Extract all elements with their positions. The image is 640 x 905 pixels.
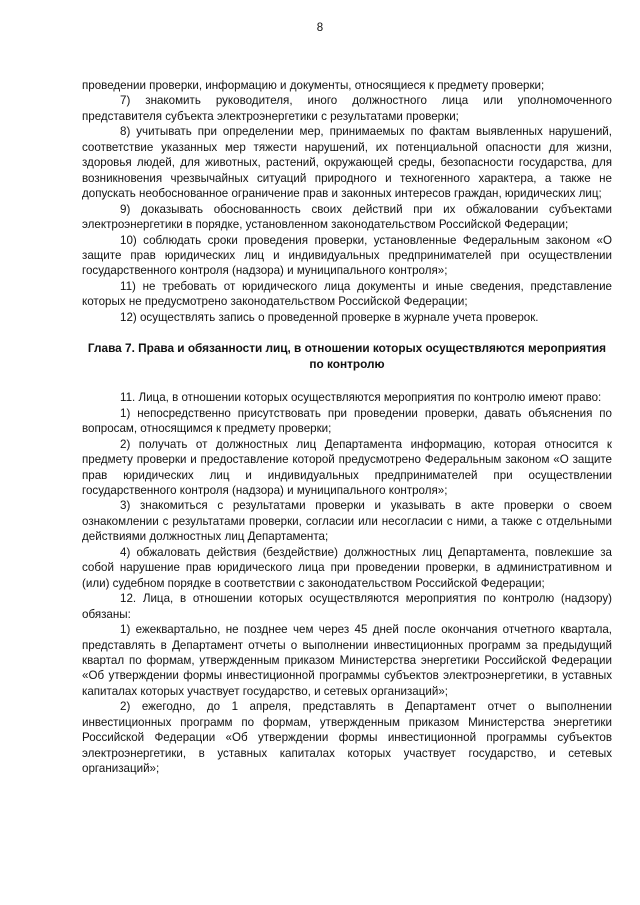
paragraph: 12. Лица, в отношении которых осуществляются мероприятия по контролю (надзору) обязаны: (82, 592, 612, 621)
document-body (82, 78, 612, 777)
paragraph: 11) не требовать от юридического лица документы и иные сведения, представление которых не предусмотрено законодательством Российской Федерации; (82, 279, 612, 309)
page-number: 8 (316, 22, 324, 34)
paragraph: проведении проверки, информацию и документы, относящиеся к предмету проверки; (82, 79, 545, 92)
paragraph: 2) получать от должностных лиц Департамента информацию, которая относится к предмету проверки и предоставление которой предусмотрено Федеральным законом «О защите прав юридических лиц и индивидуальных предпринимателей при осуществлении государственного контроля (надзора) и муниципального контроля»; (82, 437, 612, 497)
paragraph: 1) ежеквартально, не позднее чем через 45 дней после окончания отчетного квартала, представлять в Департамент отчеты о выполнении инвестиционных программ за предыдущий квартал по формам, утвержденным приказом Министерства энергетики Российской Федерации «Об утверждении формы инвестиционной программы субъектов электроэнергетики, в уставных капиталах которых участвует государство, и сетевых организаций»; (82, 623, 612, 698)
paragraph: 3) знакомиться с результатами проверки и указывать в акте проверки о своем ознакомлении с результатами проверки, согласии или несогласии с ними, а также с отдельными действиями должностных лиц Департамента; (82, 499, 612, 544)
paragraph: 11. Лица, в отношении которых осуществляются мероприятия по контролю имеют право: (120, 391, 602, 405)
paragraph: 1) непосредственно присутствовать при проведении проверки, давать объяснения по вопросам, относящимся к предмету проверки; (82, 406, 612, 436)
paragraph: 12) осуществлять запись о проведенной проверке в журнале учета проверок. (120, 310, 539, 324)
chapter-heading: Глава 7. Права и обязанности лиц, в отношении которых осуществляются мероприятия по контролю (87, 341, 607, 371)
paragraph: 7) знакомить руководителя, иного должностного лица или уполномоченного представителя субъекта электроэнергетики с результатами проверки; (82, 94, 612, 123)
paragraph: 10) соблюдать сроки проведения проверки, установленные Федеральным законом «О защите прав юридических лиц и индивидуальных предпринимателей при осуществлении государственного контроля (надзора) и муниципального контроля»; (82, 233, 612, 278)
paragraph: 8) учитывать при определении мер, принимаемых по фактам выявленных нарушений, соответствие указанных мер тяжести нарушений, их потенциальной опасности для жизни, здоровья людей, для животных, растений, окружающей среды, безопасности государства, для возникновения чрезвычайных ситуаций природного и техногенного характера, а также не допускать необоснованное ограничение прав и законных интересов граждан, юридических лиц; (82, 125, 612, 201)
paragraphs-after (82, 390, 612, 776)
paragraph: 4) обжаловать действия (бездействие) должностных лиц Департамента, повлекшие за собой нарушение прав юридического лица при проведении проверки, в административном и (или) судебном порядке в соответствии с законодательством Российской Федерации; (82, 545, 612, 590)
paragraphs-before (82, 78, 612, 325)
paragraph: 2) ежегодно, до 1 апреля, представлять в Департамент отчет о выполнении инвестиционных программ по формам, утвержденным приказом Министерства энергетики Российской Федерации «Об утверждении формы инвестиционной программы субъектов электроэнергетики, в уставных капиталах которых участвует государство, и сетевых организаций»; (82, 700, 612, 776)
paragraph: 9) доказывать обоснованность своих действий при их обжаловании субъектами электроэнергетики в порядке, установленном законодательством Российской Федерации; (82, 202, 612, 232)
